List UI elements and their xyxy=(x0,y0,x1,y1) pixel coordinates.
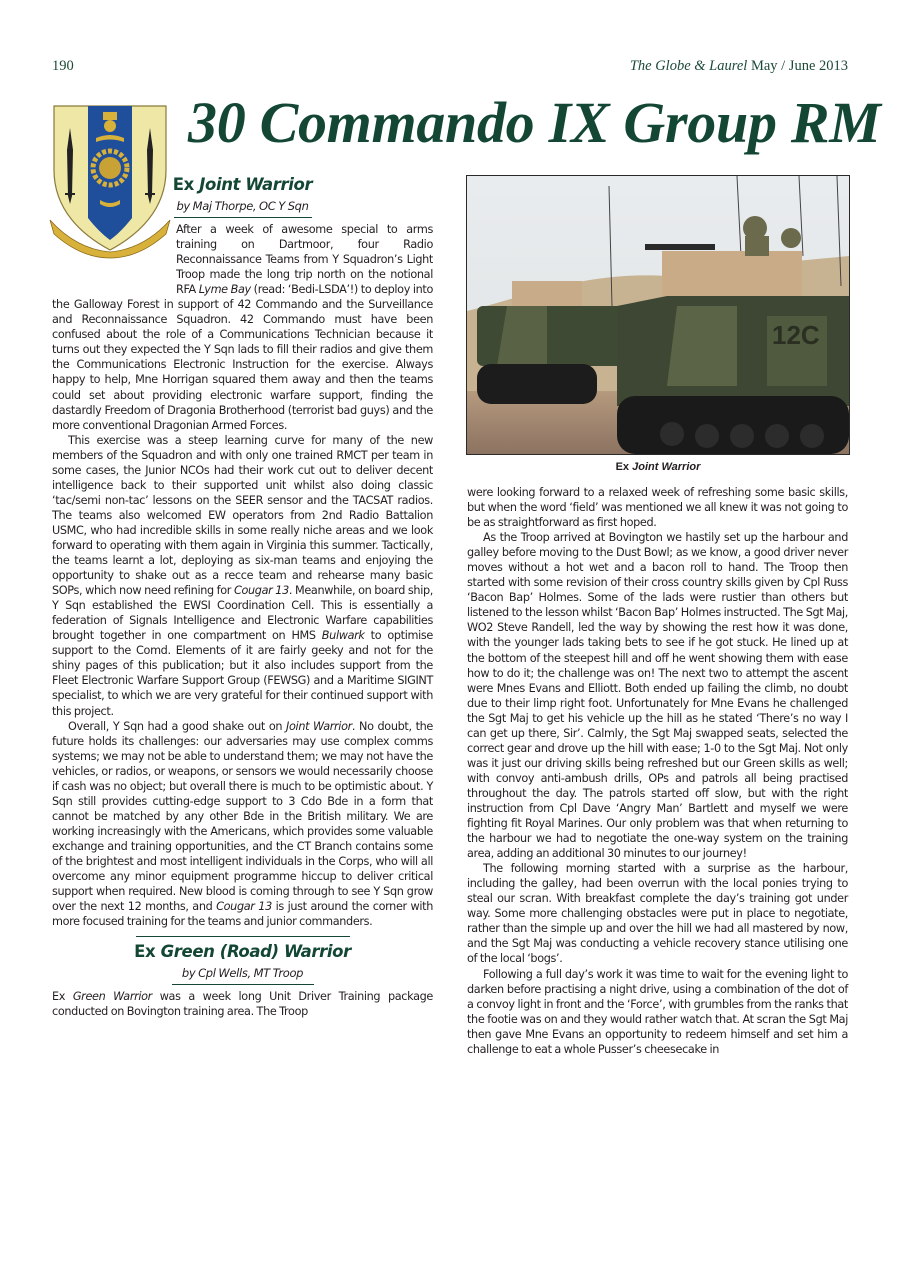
article-byline: by Maj Thorpe, OC Y Sqn xyxy=(174,196,312,218)
section-divider xyxy=(136,936,350,937)
publication-info xyxy=(630,58,848,75)
photo-armoured-vehicles xyxy=(466,175,850,455)
article-heading-green-road-warrior: Ex Green (Road) Warrior xyxy=(134,942,351,962)
article-byline: by Cpl Wells, MT Troop xyxy=(172,963,314,985)
paragraph: This exercise was a steep learning curve for many of the new members of the Squadron and with only one trained RMCT per team in some cases, the Junior NCOs had their work cut out to deliver decent intelligence back to their supported unit whilst also doing classic ‘tac/semi non-tac’ lessons on the SEER sensor and the TACSAT radios. The teams also welcomed EW operators from 2nd Radio Battalion USMC, who had incredible skills in some really niche areas and we look forward to operating with them again in Virginia this summer. Tactically, the teams learnt a lot, deploying as six-man teams and enjoying the opportunity to shake out as a recce team and rehearse many basic SOPs, which now need refining for Cougar 13. Meanwhile, on board ship, Y Sqn established the EWSI Coordination Cell. This is essentially a federation of Signals Intelligence and Electronic Warfare capabilities brought together in one compartment on HMS Bulwark to optimise support to the Comd. Elements of it are fairly geeky and not for the shiny pages of this publication; but it also includes support from the Fleet Electronic Warfare Support Group (FEWSG) and a Maritime SIGINT specialist, to which we are very grateful for their continued support with this project. xyxy=(52,433,433,718)
right-column xyxy=(467,485,848,1057)
page-title: 30 Commando IX Group RM xyxy=(188,90,881,155)
svg-text:12C: 12C xyxy=(772,320,820,350)
paragraph: After a week of awesome special to arms training on Dartmoor, four Radio Reconnaissance Teams from Y Squadron’s Light Troop made the long trip north on the notional RFA Lyme Bay (read: ‘Bedi-LSDA’!) to deploy into the Galloway Forest in support of 42 Commando and the Surveillance and Reconnaissance Squadron. 42 Commando must have been confused about the role of a Communications Technician because it turns out they expected the Y Sqn lads to fill their radios and give them the Communications Electronic Instruction for the exercise. Always happy to help, Mne Horrigan squared them away and then the teams could set about providing electronic warfare support, finding the dastardly Freedom of Dragonia Brotherhood (terrorist bad guys) and the more conventional Dragonian Armed Forces. xyxy=(52,223,433,432)
paragraph: Ex Green Warrior was a week long Unit Driver Training package conducted on Bovington training area. The Troop xyxy=(52,990,433,1019)
crest-wrap-space xyxy=(48,222,172,288)
paragraph: The following morning started with a surprise as the harbour, including the galley, had been overrun with the local ponies trying to steal our scran. With breakfast complete the day’s training got under way. Some more challenging obstacles were put in place to negotiate, rather than the simple up and over the hill we had all mastered by now, and the Sgt Maj was conducting a vehicle recovery stance utilising one of the local ‘bogs’. xyxy=(467,862,848,966)
paragraph: Following a full day’s work it was time to wait for the evening light to darken before practising a night drive, using a combination of the dot of a convoy light in front and the ‘Force’, with grumbles from the ranks that the footie was on and they would rather watch that. At scran the Sgt Maj then gave Mne Evans an opportunity to redeem himself and set him a challenge to eat a whole Pusser’s cheesecake in xyxy=(467,967,848,1056)
left-column xyxy=(52,174,433,1019)
publication-title: The Globe & Laurel xyxy=(629,58,748,74)
page-number: 190 xyxy=(52,58,74,74)
running-header xyxy=(52,58,848,78)
article-heading-joint-warrior: Ex Joint Warrior xyxy=(172,175,313,194)
paragraph-continued: were looking forward to a relaxed week of refreshing some basic skills, but when the word ‘field’ was mentioned we all knew it was not going to be as straightforward as first hoped. xyxy=(467,486,848,530)
issue-date: May / June 2013 xyxy=(750,58,848,74)
paragraph: Overall, Y Sqn had a good shake out on Joint Warrior. No doubt, the future holds its challenges: our adversaries may use complex comms systems; we may not be able to understand them; we may not have the vehicles, or radios, or weapons, or sensors we would necessarily choose if cash was no object; but overall there is much to be optimistic about. Y Sqn still provides cutting-edge support to 3 Cdo Bde in a form that cannot be matched by any other Bde in the British military. We are working increasingly with the Americans, which provides some valuable exchange and training opportunities, and the CT Branch contains some of the brightest and most intelligent individuals in the Corps, who will all overcome any minor equipment programme hiccup to deliver critical support when required. New blood is coming through to see Y Sqn grow over the next 12 months, and Cougar 13 is just around the corner with more focused training for the teams and junior commanders. xyxy=(52,719,433,929)
paragraph: As the Troop arrived at Bovington we hastily set up the harbour and galley before moving to the Dust Bowl; as we know, a good driver never moves without a hot wet and a bacon roll to hand. The Troop then started with some revision of their cross country skills given by Cpl Russ ‘Bacon Bap’ Holmes. Some of the lads were rustier than others but listened to the lesson whilst ‘Bacon Bap’ Holmes instructed. The Sgt Maj, WO2 Steve Randell, led the way by showing the rest how it was done, with the younger lads taking bets to see if he got stuck. He lined up at the bottom of the steepest hill and off he went showing them with ease how to do it; the challenge was on! The next two to attempt the ascent were Mnes Evans and Elliott. Both ended up failing the climb, no doubt due to their limp right foot. Unfortunately for Mne Evans he challenged the Sgt Maj to get his vehicle up the hill as he stated ‘There’s no way I can get up there, Sir’. Calmly, the Sgt Maj swapped seats, selected the correct gear and drove up the hill with ease; 1-0 to the Sgt Maj. Not only was it just our driving skills being refreshed but our Green skills as well; with convoy anti-ambush drills, OPs and patrols all being practised throughout the day. The patrols started off slow, but with the right instruction from Cpl Dave ‘Angry Man’ Bartlett and myself we were fighting fit Royal Marines. Our only problem was that when returning to the harbour we had to negotiate the one-way system on the training area, adding an additional 30 minutes to our journey! xyxy=(467,531,848,861)
vehicle-photo-icon xyxy=(467,176,849,454)
photo-caption: Ex Joint Warrior xyxy=(615,461,701,473)
